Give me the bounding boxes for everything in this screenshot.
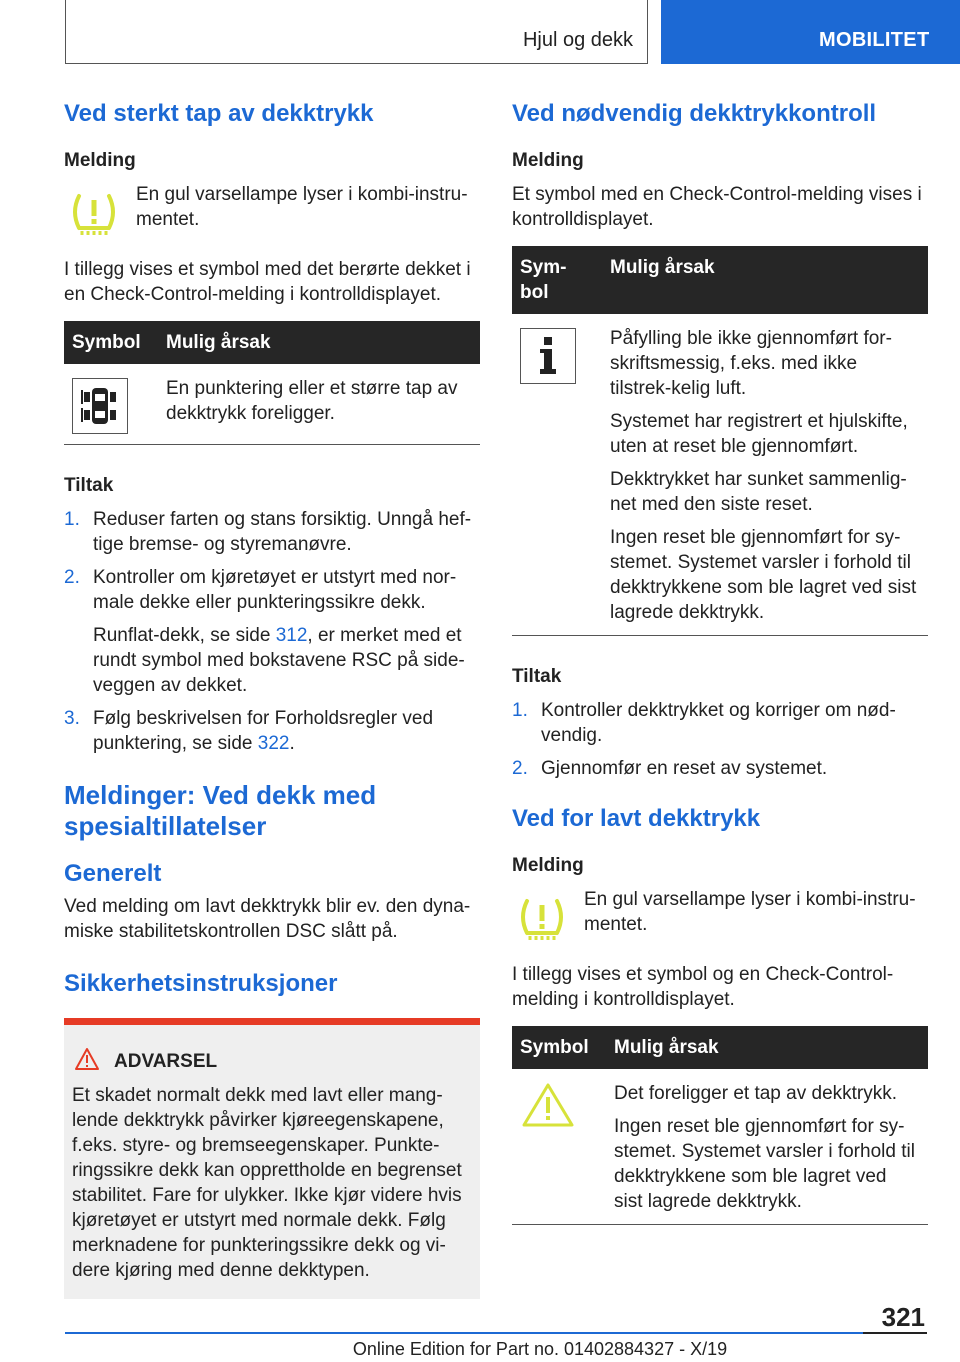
- table-header-symbol: Sym-bol: [512, 246, 602, 314]
- page-number: 321: [881, 1302, 925, 1332]
- header-section-box: [65, 0, 648, 64]
- list-item-extra: [93, 623, 480, 698]
- generelt-title: Generelt: [64, 860, 162, 887]
- list-item-text: Kontroller om kjøretøyet er utstyrt med nor-male dekke eller punkteringssikre dekk.: [93, 567, 457, 613]
- list-item-text: [93, 706, 480, 756]
- table-header-cause: Mulig årsak: [606, 1026, 928, 1069]
- melding-label: Melding: [512, 150, 584, 171]
- header-section-title: Hjul og dekk: [522, 29, 633, 51]
- footer-rule-dark: [863, 1332, 927, 1334]
- table-cell-cause: Systemet har registrert et hjulskifte, uten at reset ble gjennomført.: [610, 411, 908, 457]
- page-link-322[interactable]: 322: [257, 733, 290, 754]
- table-cell-cause: Ingen reset ble gjennomført for sy-stemet. Systemet varsler i forhold til dekktrykkene som ble lagret ved sist lagrede dekktrykk.: [614, 1116, 915, 1212]
- section-title-low-pressure: Ved for lavt dekktrykk: [512, 805, 761, 832]
- table-cell-cause: Dekktrykket har sunket sammenlig-net med den siste reset.: [610, 469, 907, 515]
- section-title-pressure-check: Ved nødvendig dekktrykkontroll: [512, 100, 877, 127]
- tiltak-label: Tiltak: [64, 475, 114, 496]
- table-row: [64, 364, 480, 445]
- table-cell-cause: Det foreligger et tap av dekktrykk.: [614, 1083, 898, 1104]
- list-item-text: Kontroller dekktrykket og korriger om nød-vendig.: [541, 700, 896, 746]
- list-item-number: 3.: [64, 708, 80, 729]
- melding-text: Et symbol med en Check-Control-melding vises i kontrolldisplayet.: [512, 184, 922, 230]
- list-item-number: 1.: [64, 509, 80, 530]
- melding-label: Melding: [64, 150, 136, 171]
- section-title-severe-pressure-loss: Ved sterkt tap av dekktrykk: [64, 100, 374, 127]
- table-row: [512, 314, 928, 636]
- list-item-text-pre: Følg beskrivelsen for Forholdsregler ved punktering, se side: [93, 708, 434, 754]
- warning-title: ADVARSEL: [114, 1051, 218, 1072]
- table-header-cause: Mulig årsak: [158, 321, 480, 364]
- list-item-number: 1.: [512, 700, 528, 721]
- info-icon: [520, 328, 576, 384]
- list-item: [512, 756, 928, 781]
- list-item-text: Gjennomfør en reset av systemet.: [541, 758, 828, 779]
- footer-rule: [65, 1332, 863, 1334]
- page-link-312[interactable]: 312: [275, 625, 308, 646]
- warning-title-row: [72, 1047, 470, 1077]
- tiltak-label: Tiltak: [512, 666, 562, 687]
- table-row: [512, 1069, 928, 1225]
- table-cell-cause: Ingen reset ble gjennomført for sy-stemet. Systemet varsler i forhold til dekktrykkene som ble lagret ved sist lagrede dekktrykk.: [610, 527, 917, 623]
- table-cell-cause: En punktering eller et større tap av dekktrykk foreligger.: [166, 378, 458, 424]
- tire-pressure-warning-lamp-icon: [69, 192, 119, 243]
- main-heading-special-tires: Meldinger: Ved dekk med spesialtillatelser: [64, 780, 377, 841]
- table-header-cause: Mulig årsak: [602, 246, 928, 314]
- list-item-extra-pre: Runflat-dekk, se side: [93, 625, 276, 646]
- table-header-symbol: Symbol: [512, 1026, 606, 1069]
- right-column: [512, 100, 928, 1255]
- intro-text: I tillegg vises et symbol med det berørte dekket i en Check-Control-melding i kontrolldisplayet.: [64, 259, 471, 305]
- symbol-table: [64, 321, 480, 445]
- intro-text: I tillegg vises et symbol og en Check-Control-melding i kontrolldisplayet.: [512, 964, 894, 1010]
- footer-edition: Online Edition for Part no. 01402884327 - X/19: [352, 1339, 728, 1359]
- warning-text: Et skadet normalt dekk med lavt eller mang-lende dekktrykk påvirker kjøreegenskapene, f.eks. styre- og bremseegenskaper. Punkte-ringssikre dekk kan opprettholde en begrenset stabilitet. Fare for ulykker. Ikke kjør videre hvis kjøretøyet er utstyrt med normale dekk. Følg merknadene for punkteringssikre dekk og vi-dere kjøring med denne dekktypen.: [72, 1085, 462, 1281]
- warning-lamp-message: [512, 887, 928, 948]
- list-item: [64, 706, 480, 756]
- warning-lamp-message: [64, 182, 480, 243]
- symbol-table: [512, 1026, 928, 1225]
- list-item-extra-post: , er merket med et rundt symbol med bokstavene RSC på side-veggen av dekket.: [93, 625, 465, 696]
- generelt-text: Ved melding om lavt dekktrykk blir ev. den dyna-miske stabilitetskontrollen DSC slått på.: [64, 896, 471, 942]
- left-column: [64, 100, 480, 1299]
- list-item: [64, 565, 480, 698]
- tire-pressure-warning-lamp-icon: [517, 897, 567, 948]
- tiltak-list: [512, 698, 928, 781]
- symbol-table: [512, 246, 928, 636]
- list-item-text: Reduser farten og stans forsiktig. Unngå hef-tige bremse- og styremanøvre.: [93, 509, 472, 555]
- melding-text: En gul varsellampe lyser i kombi-instru-mentet.: [584, 889, 916, 935]
- warning-triangle-icon: [74, 1047, 102, 1077]
- melding-text: En gul varsellampe lyser i kombi-instru-mentet.: [136, 184, 468, 230]
- sikkerhet-title: Sikkerhetsinstruksjoner: [64, 970, 338, 997]
- warning-box: [64, 1018, 480, 1299]
- yellow-warning-triangle-icon: [520, 1113, 576, 1134]
- table-cell-cause: Påfylling ble ikke gjennomført for-skriftsmessig, f.eks. med ikke tilstrek-kelig luft.: [610, 328, 892, 399]
- header-chapter-tab: MOBILITET: [661, 0, 960, 64]
- list-item-number: 2.: [512, 758, 528, 779]
- list-item: [512, 698, 928, 748]
- list-item: [64, 507, 480, 557]
- melding-label: Melding: [512, 855, 584, 876]
- table-header-symbol: Symbol: [64, 321, 158, 364]
- list-item-text-post: .: [289, 733, 295, 754]
- list-item-number: 2.: [64, 567, 80, 588]
- car-tire-puncture-icon: [72, 378, 128, 434]
- tiltak-list: [64, 507, 480, 756]
